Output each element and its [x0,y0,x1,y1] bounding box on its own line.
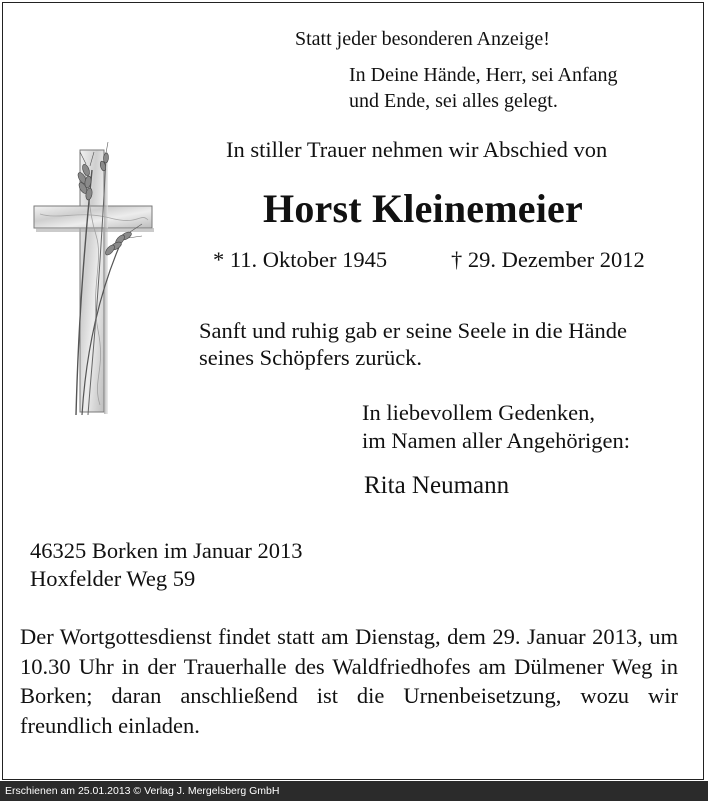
address-line-2: Hoxfelder Weg 59 [30,566,196,591]
header-line: Statt jeder besonderen Anzeige! [295,28,550,50]
birth-date: * 11. Oktober 1945 [213,247,388,272]
address-line-1: 46325 Borken im Januar 2013 [30,538,303,563]
service-text: Der Wortgottesdienst findet statt am Dienstag, dem 29. Januar 2013, um 10.30 Uhr in der Trauerhalle des Waldfriedhofes am Dülmener Weg in Borken; daran anschließend ist die Urnenbeisetzung, wozu wir freundlich einladen. [20,624,678,738]
signer-name: Rita Neumann [364,472,510,499]
verse-line-1: In Deine Hände, Herr, sei Anfang [349,64,618,86]
message-line-2: seines Schöpfers zurück. [199,345,423,370]
publication-footer: Erschienen am 25.01.2013 © Verlag J. Mergelsberg GmbH [0,781,708,801]
memory-line-2: im Namen aller Angehörigen: [362,428,631,453]
memory-line-1: In liebevollem Gedenken, [362,400,596,425]
verse-line-2: und Ende, sei alles gelegt. [349,90,558,112]
deceased-name: Horst Kleinemeier [263,186,583,231]
intro-line: In stiller Trauer nehmen wir Abschied von [226,137,608,162]
death-date: † 29. Dezember 2012 [451,247,645,272]
cross-with-wheat-icon [30,140,160,420]
message-line-1: Sanft und ruhig gab er seine Seele in die Hände [199,318,627,343]
